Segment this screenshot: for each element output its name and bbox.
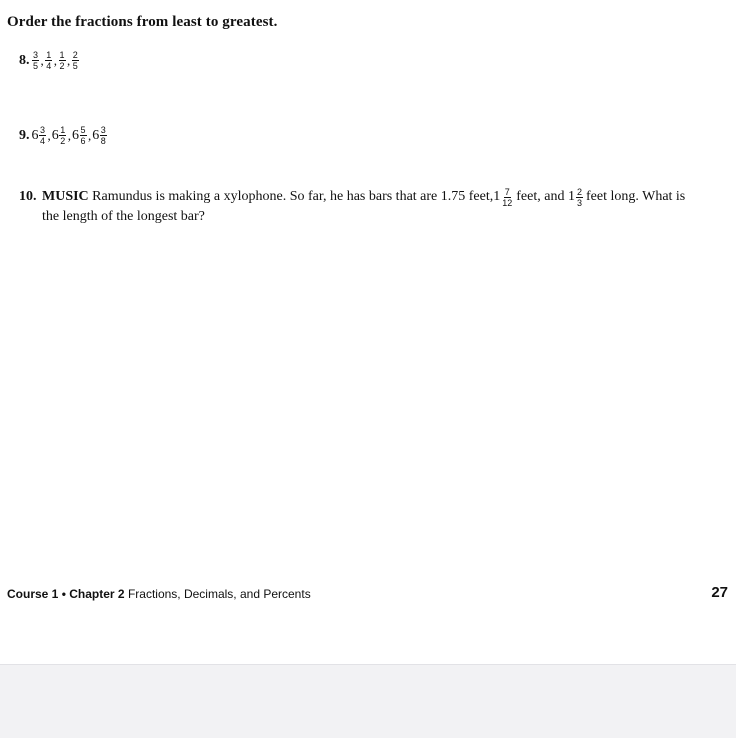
instructions-heading: Order the fractions from least to greatest. [7, 14, 278, 30]
problem-number: 10. [19, 189, 37, 204]
fraction: $\frac{3}{5}$ [33, 50, 39, 71]
fraction: $\frac{3}{8}$ [100, 125, 106, 146]
problem-8: 8. $\frac{3}{5}$ , $\frac{1}{4}$ , $\frac{1}{2}$ , $\frac{2}{5}$ [19, 50, 78, 71]
fraction: $\frac{3}{4}$ [40, 125, 46, 146]
topic-tag: MUSIC [42, 189, 89, 204]
problem-text: feet, and [516, 189, 565, 204]
chapter-label: Chapter 2 [69, 587, 125, 601]
course-label: Course 1 [7, 587, 59, 601]
fraction: $\frac{1}{2}$ [59, 50, 65, 71]
problem-text: feet long. What is [585, 189, 686, 204]
fraction: $\frac{2}{3}$ [576, 186, 582, 208]
problem-text: Ramundus is making a xylophone. So far, he has bars that are 1.75 feet, [92, 189, 494, 204]
fraction: $\frac{5}{6}$ [80, 125, 86, 146]
page-footer [7, 587, 311, 601]
viewer-background [0, 664, 736, 738]
problem-10: 10. MUSIC Ramundus is making a xylophone. So far, he has bars that are 1.75 feet, 1 $\frac{7}{12}$ feet, and 1 $\frac{2}{3}$ feet long. What is the length of the longest bar? [19, 186, 724, 226]
page-number: 27 [711, 584, 728, 601]
problem-text: the length of the longest bar? [42, 209, 205, 224]
footer-bullet: • [61, 587, 66, 601]
problem-number: 9. [19, 127, 30, 143]
fraction: $\frac{1}{2}$ [60, 125, 66, 146]
fraction: $\frac{7}{12}$ [502, 186, 513, 208]
problem-number: 8. [19, 52, 30, 68]
problem-9: 9. 6 $\frac{3}{4}$ , 6 $\frac{1}{2}$ , 6 $\frac{5}{6}$ , 6 $\frac{3}{8}$ [19, 125, 106, 146]
chapter-title: Fractions, Decimals, and Percents [127, 587, 311, 601]
fraction: $\frac{1}{4}$ [46, 50, 52, 71]
fraction: $\frac{2}{5}$ [72, 50, 78, 71]
